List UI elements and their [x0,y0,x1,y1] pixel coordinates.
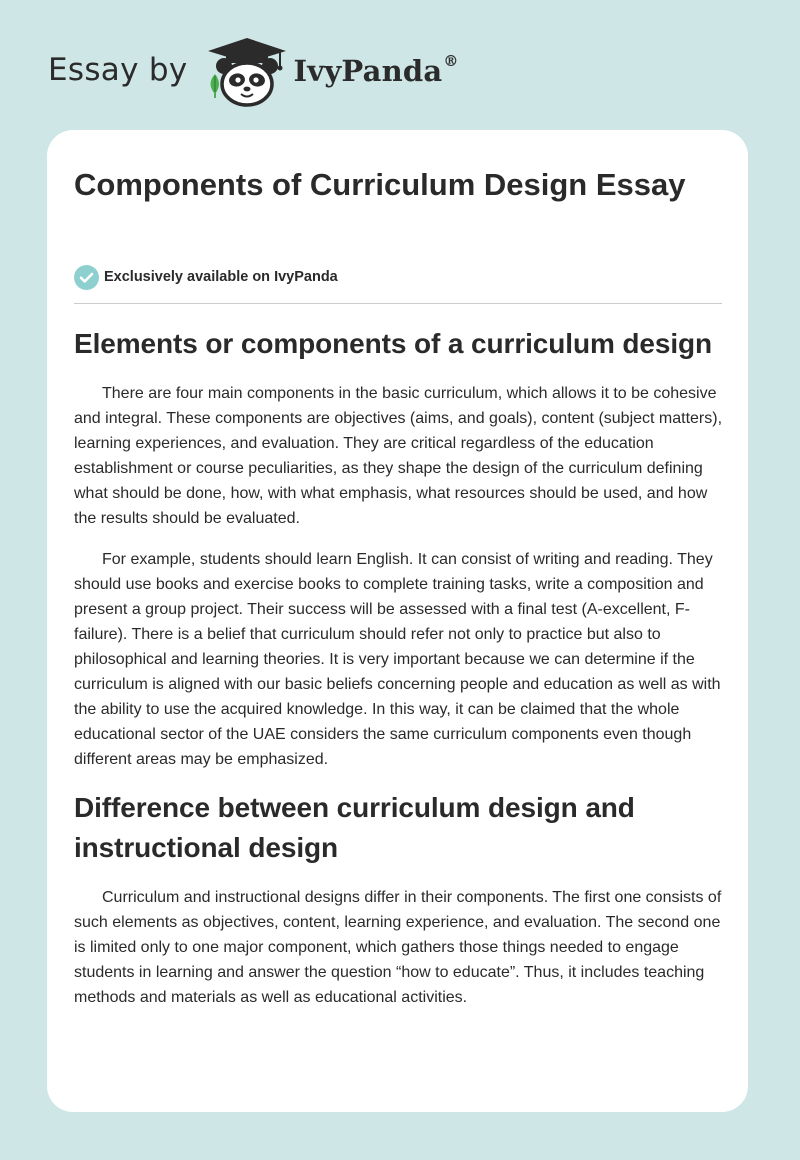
section-heading: Difference between curriculum design and instructional design [74,792,635,863]
site-header [48,36,459,108]
panda-graduate-logo-icon[interactable] [202,36,292,108]
exclusive-badge [74,264,338,290]
paragraph: Curriculum and instructional designs differ in their components. The first one consists of such elements as objectives, content, learning experience, and evaluation. The second one is limited only to one major component, which gathers those things needed to engage students in learning and answer the question “how to educate”. Thus, it includes teaching methods and materials as well as educational activities. [74,889,722,1006]
essay-card [47,130,748,1112]
section-heading: Elements or components of a curriculum design [74,328,713,359]
article-body [74,324,726,1026]
essay-by-label: Essay by [48,52,188,88]
registered-mark: ® [443,52,459,70]
brand-name[interactable]: IvyPanda® [293,52,459,88]
paragraph: There are four main components in the basic curriculum, which allows it to be cohesive and integral. These components are objectives (aims, and goals), content (subject matters), learning experiences, and evaluation. They are critical regardless of the education establishment or course peculiarities, as they shape the design of the curriculum defining what should be done, how, with what emphasis, what resources should be used, and how the results should be evaluated. [74,385,723,527]
page-title: Components of Curriculum Design Essay [74,167,686,202]
section-difference [74,788,726,1010]
section-elements [74,324,726,772]
check-circle-icon [74,265,99,290]
exclusive-label: Exclusively available on IvyPanda [104,269,338,285]
divider [74,303,722,304]
paragraph: For example, students should learn English. It can consist of writing and reading. They should use books and exercise books to complete training tasks, write a composition and present a group project. Their success will be assessed with a final test (A-excellent, F-failure). There is a belief that curriculum should refer not only to practice but also to philosophical and learning theories. It is very important because we can determine if the curriculum is aligned with our basic beliefs concerning people and education as well as with the ability to use the acquired knowledge. In this way, it can be claimed that the whole educational sector of the UAE considers the same curriculum components even though different areas may be emphasized. [74,551,721,768]
